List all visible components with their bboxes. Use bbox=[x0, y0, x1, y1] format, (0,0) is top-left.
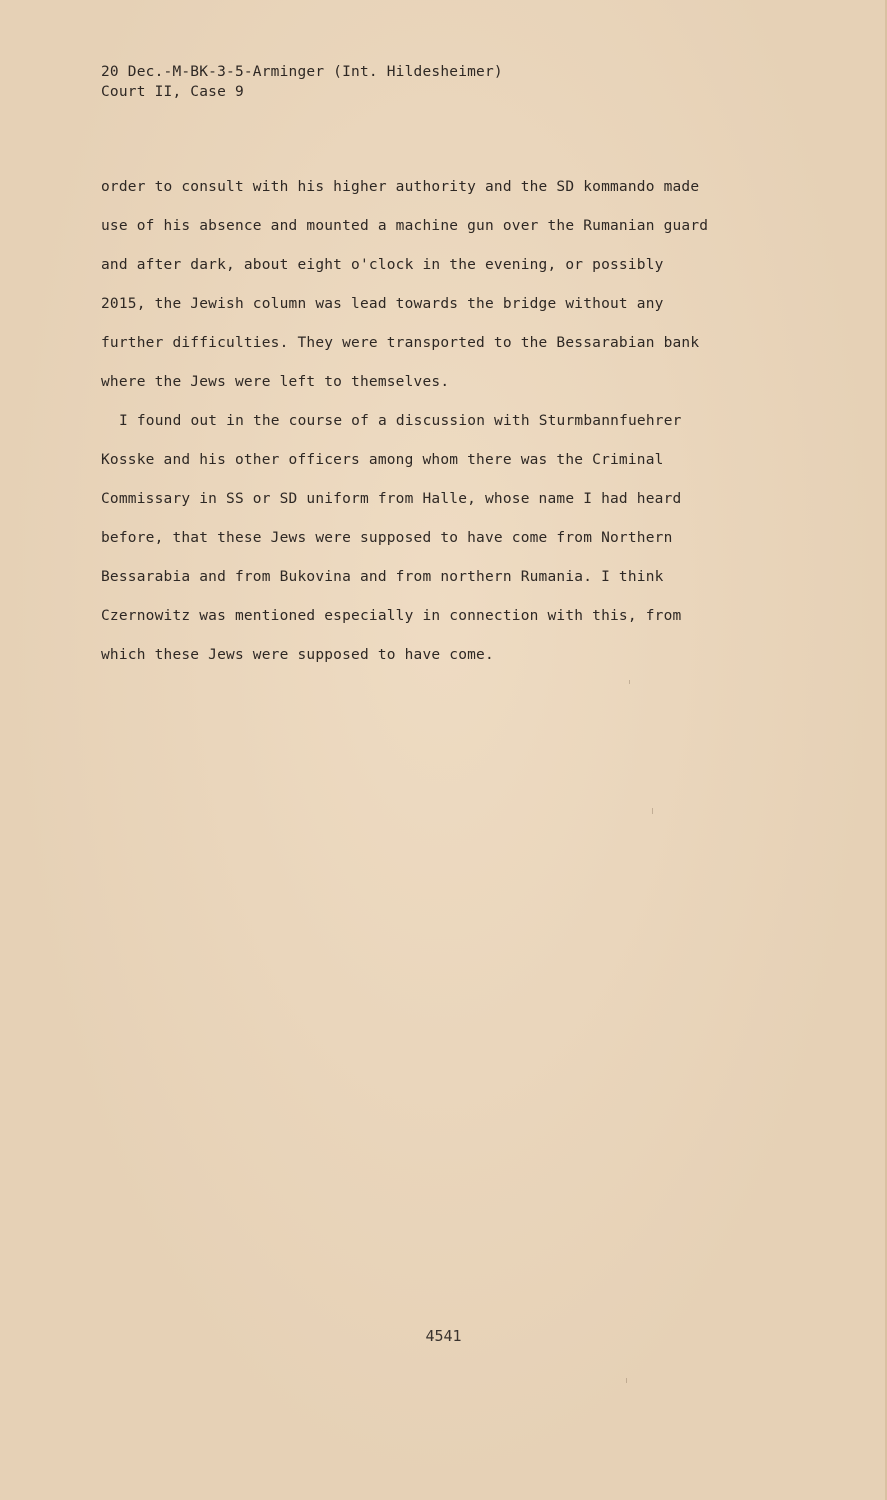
paragraph-1 bbox=[101, 176, 781, 410]
text-line: Kosske and his other officers among whom there was the Criminal bbox=[101, 452, 664, 468]
document-header bbox=[101, 62, 503, 102]
text-line: and after dark, about eight o'clock in the evening, or possibly bbox=[101, 257, 664, 273]
text-line: Bessarabia and from Bukovina and from northern Rumania. I think bbox=[101, 569, 664, 585]
text-line: use of his absence and mounted a machine gun over the Rumanian guard bbox=[101, 218, 709, 234]
header-session-line: 20 Dec.-M-BK-3-5-Arminger (Int. Hildesheimer) bbox=[101, 64, 503, 80]
paragraph-2 bbox=[101, 410, 781, 683]
text-line: Commissary in SS or SD uniform from Halle, whose name I had heard bbox=[101, 491, 682, 507]
paper-speck bbox=[629, 680, 630, 684]
text-line: 2015, the Jewish column was lead towards the bridge without any bbox=[101, 296, 664, 312]
page-number: 4541 bbox=[425, 1327, 462, 1345]
text-line: Czernowitz was mentioned especially in connection with this, from bbox=[101, 608, 682, 624]
header-court-line: Court II, Case 9 bbox=[101, 84, 244, 100]
paper-speck bbox=[626, 1378, 627, 1383]
paper-speck bbox=[652, 808, 653, 814]
text-line: order to consult with his higher authority and the SD kommando made bbox=[101, 179, 700, 195]
text-line: before, that these Jews were supposed to have come from Northern bbox=[101, 530, 673, 546]
text-line: further difficulties. They were transported to the Bessarabian bank bbox=[101, 335, 700, 351]
text-line: which these Jews were supposed to have come. bbox=[101, 647, 494, 663]
text-line: where the Jews were left to themselves. bbox=[101, 374, 450, 390]
text-line: I found out in the course of a discussion with Sturmbannfuehrer bbox=[119, 413, 682, 429]
document-body bbox=[101, 176, 781, 683]
